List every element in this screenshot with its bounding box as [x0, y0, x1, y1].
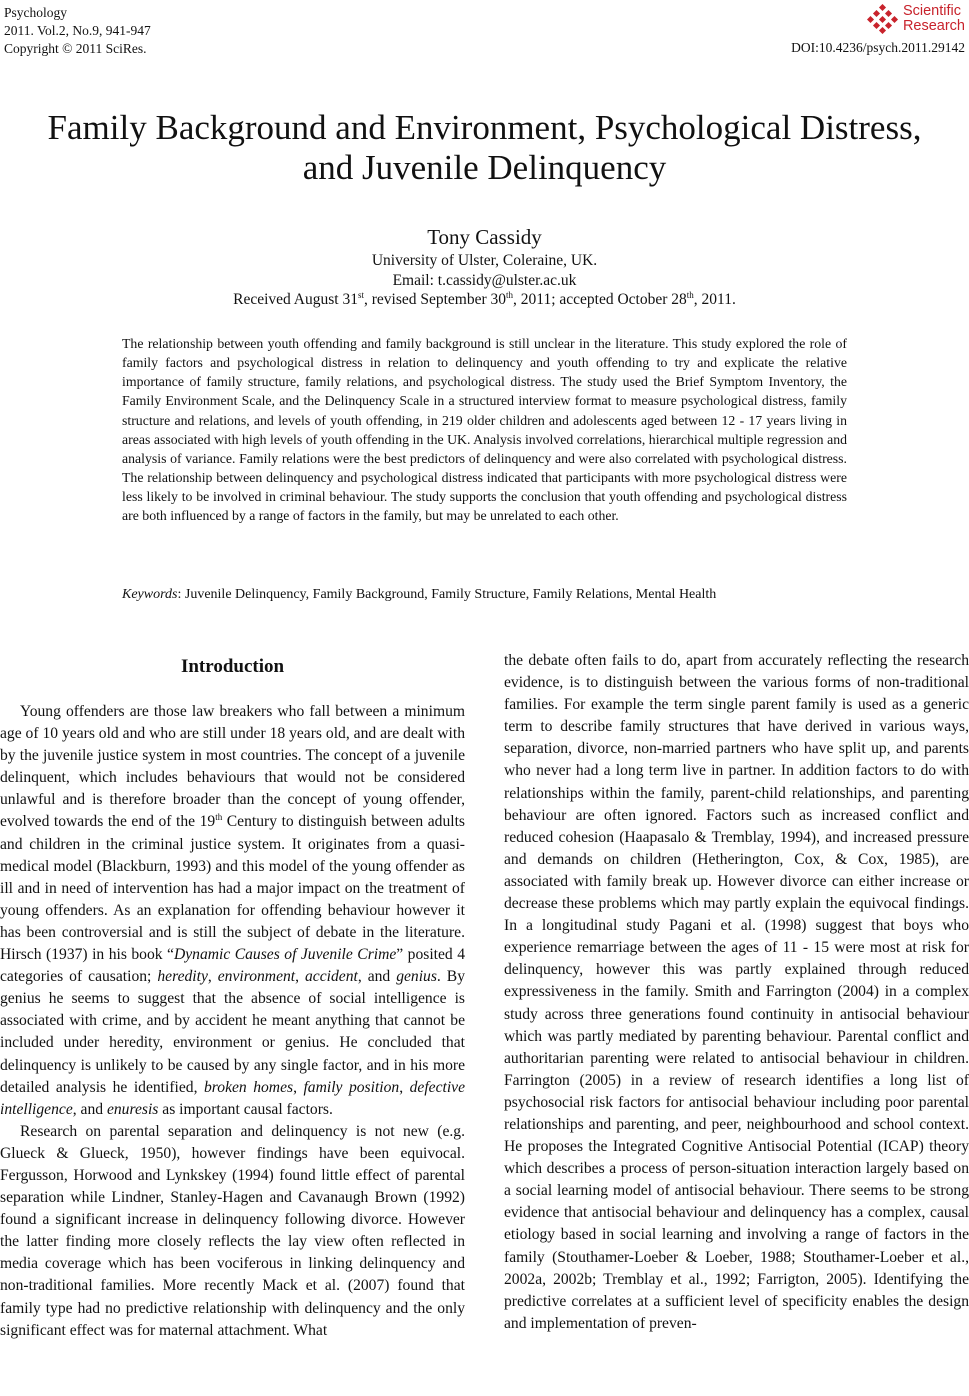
doi: DOI:10.4236/psych.2011.29142 — [791, 40, 965, 55]
affiliation: University of Ulster, Coleraine, UK. — [371, 252, 598, 269]
author-info — [0, 251, 969, 310]
author-name: Tony Cassidy — [427, 225, 542, 249]
keywords-label: Keywords — [122, 587, 178, 602]
journal-name: Psychology — [4, 5, 68, 20]
keywords — [122, 587, 847, 603]
publisher-name: Scientific Research — [902, 3, 965, 34]
body-paragraph: Young offenders are those law breakers who fall between a minimum age of 10 years old and who are still under 18 years old, and are dealt with by the juvenile justice system in most countries. The concept of a juvenile delinquent, which includes behaviours that would not be considered unlawful and is therefore broader than the concept of young offender, evolved towards the end of the 19th Century to distinguish between adults and children in the criminal justice system. It originates from a quasi-medical model (Blackburn, 1993) and this model of the young offender as ill and in need of intervention has had a major impact on the treatment of young offenders. As an explanation for offending behaviour however it has been controversial and is still the subject of debate in the literature. Hirsch (1937) in his book “Dynamic Causes of Juvenile Crime” posited 4 categories of causation; heredity, environment, accident, and genius. By genius he seems to suggest that the absence of social intelligence is associated with crime, and by accident he meant anything that cannot be included under heredity, environment or genius. He concluded that delinquency is unlikely to be caused by any single factor, and in his more detailed analysis he identified, broken homes, family position, defective intelligence, and enuresis as important causal factors. — [0, 703, 466, 1118]
right-column — [504, 650, 969, 1335]
email: Email: t.cassidy@ulster.ac.uk — [392, 271, 577, 289]
publisher-logo — [791, 2, 965, 36]
received-dates: Received August 31st, revised September 30th, 2011; accepted October 28th, 2011. — [233, 289, 736, 308]
section-heading-introduction: Introduction — [180, 656, 285, 677]
journal-copyright: Copyright © 2011 SciRes. — [4, 41, 147, 56]
body-paragraph: the debate often fails to do, apart from accurately reflecting the research evidence, is to distinguish between the various forms of non-traditional families. For example the term single parent family is used as a generic term to describe family structures that have derived in various ways, separation, divorce, non-married partners who have split up, and parents who never had a long term live in partner. In addition factors to do with relationships within the family, parent-child relationships, and parenting behaviour are often ignored. Factors such as increased conflict and reduced cohesion (Haapasalo & Tremblay, 1994), and increased pressure and demands on children (Hetherington, Cox, & Cox, 1985), are associated with family break up. However divorce can either increase or decrease these problems which may partly explain the equivocal findings. In a longitudinal study Pagani et al. (1998) suggest that boys who experience remarriage between the ages of 11 - 15 were most at risk for delinquency, however this was partly explained through reduced expressiveness in the family. Smith and Farrington (2004) in a complex study across three generations found continuity in antisocial behaviour which was partly mediated by parenting behaviour. Parental conflict and authoritarian parenting were related to antisocial behaviour in children. Farrington (2005) in a review of research identifies a long list of psychosocial risk factors for antisocial behaviour including poor parental relationships and parenting, and peer, neighbourhood and school context. He proposes the Integrated Cognitive Antisocial Potential (ICAP) theory which describes a process of person-situation interaction largely based on a social learning model of antisocial behaviour. There seems to be strong evidence that antisocial behaviour and delinquency has a complex, causal etiology based in social learning and involving a range of factors in the family (Stouthamer-Loeber & Loeber, 1988; Stouthamer-Loeber et al., 2002a, 2002b; Tremblay et al., 1992; Farrigton, 2005). Identifying the predictive correlates at a sufficient level of specificity enables the design and implementation of preven- — [504, 652, 969, 1332]
journal-volume: 2011. Vol.2, No.9, 941-947 — [4, 23, 151, 38]
keywords-list: : Juvenile Delinquency, Family Background, Family Structure, Family Relations, Mental Health — [177, 587, 717, 602]
paper-title: Family Background and Environment, Psychological Distress, and Juvenile Delinquency — [47, 108, 922, 187]
journal-header — [4, 4, 151, 58]
abstract: The relationship between youth offending and family background is still unclear in the literature. This study explored the role of family factors and psychological distress in relation to delinquency and youth offending to try and explicate the relative importance of family structure, family relations, and psychological distress. The study used the Brief Symptom Inventory, the Family Environment Scale, and the Delinquency Scale in a structured interview format to measure psychological distress, family structure and relations, and levels of youth offending, in 219 older children and adolescents aged between 12 - 17 years living in areas associated with high levels of youth offending in the UK. Analysis involved correlations, hierarchical multiple regression and analysis of variance. Family relations were the best predictors of delinquency and were also correlated with psychological distress. The relationship between delinquency and psychological distress indicated that participants with more psychological distress were less likely to be involved in criminal behaviour. The study supports the conclusion that youth offending and psychological distress are both influenced by a range of factors in the family, but may be unrelated to each other. — [122, 336, 847, 524]
left-column — [0, 650, 465, 1342]
scientific-research-logo-icon — [867, 4, 899, 34]
publisher-header — [791, 2, 965, 56]
body-paragraph: Research on parental separation and delinquency is not new (e.g. Glueck & Glueck, 1950), however findings have been equivocal. Fergusson, Horwood and Lynkskey (1994) found little effect of parental separation while Lindner, Stanley-Hagen and Cavanaugh Brown (1992) found a significant increase in delinquency following divorce. However the latter finding more closely reflects the lay view often reflected in media coverage which has been vociferous in linking delinquency and non-traditional families. More recently Mack et al. (2007) found that family type had no predictive relationship with delinquency and the only significant effect was for maternal attachment. What — [0, 1122, 465, 1339]
